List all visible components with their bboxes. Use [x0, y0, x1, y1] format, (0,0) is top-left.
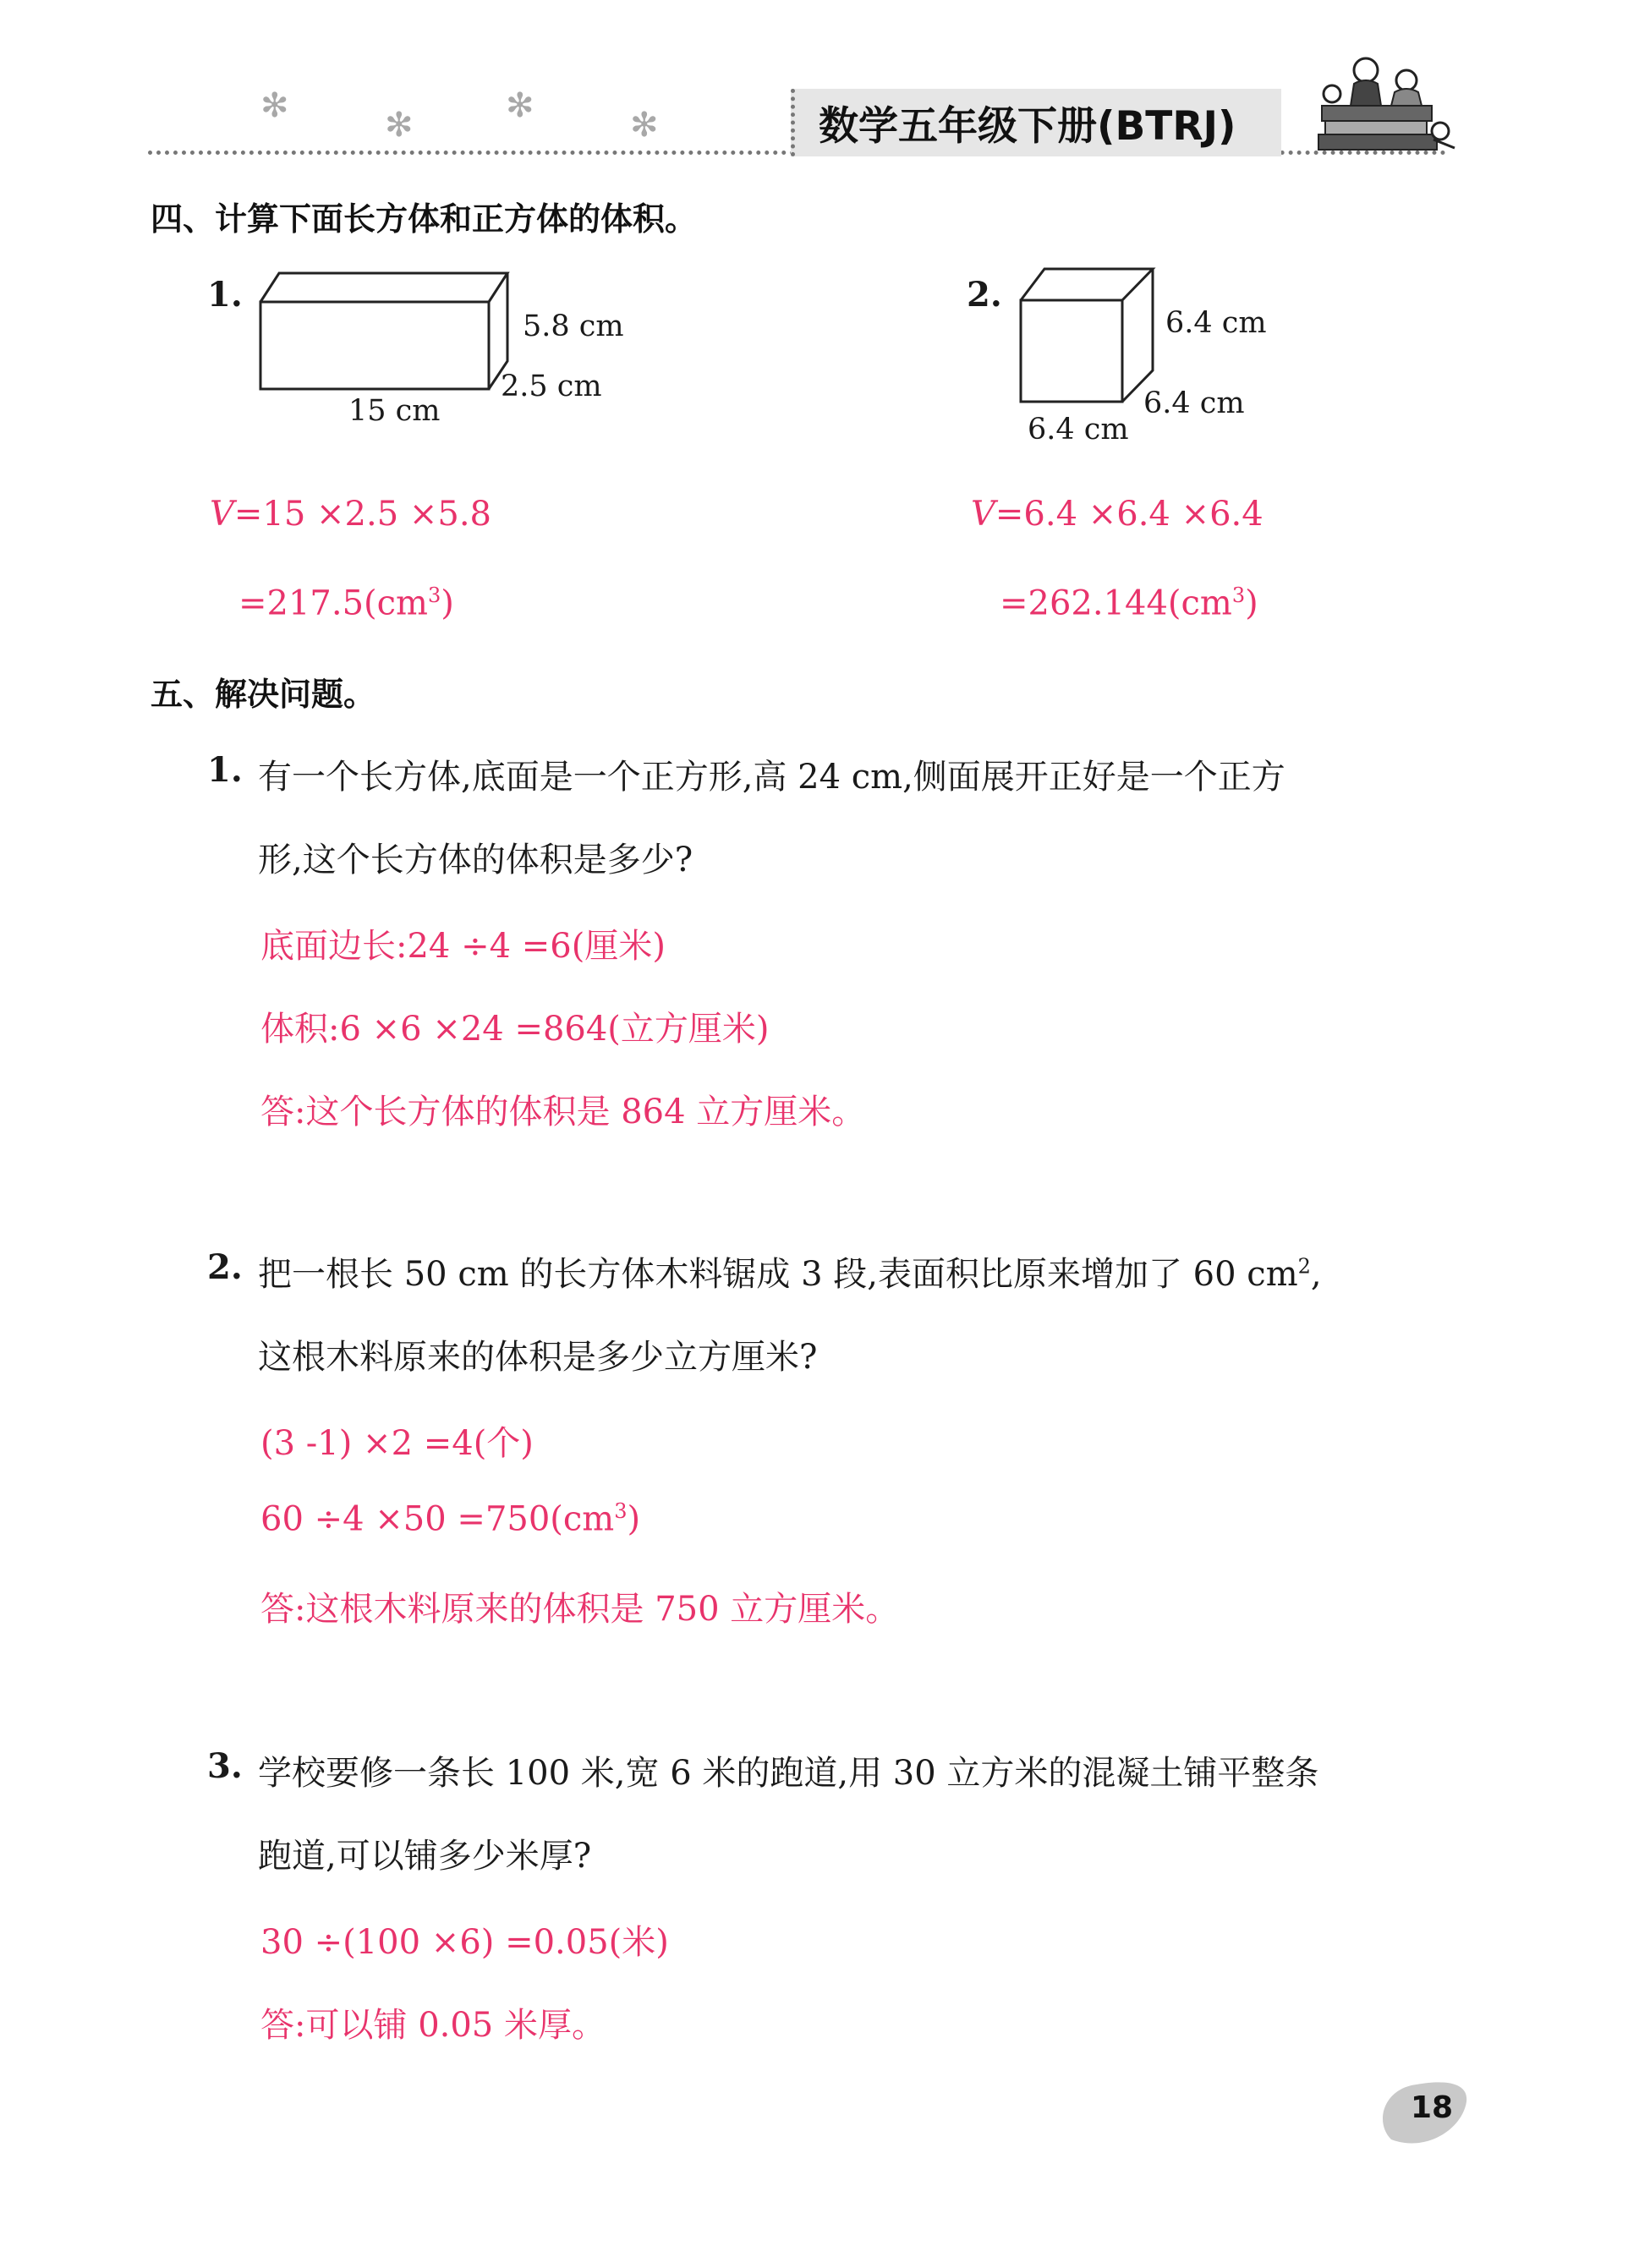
item-1-answer-line-1: V=15 ×2.5 ×5.8	[210, 495, 491, 534]
problem-3-answer-statement: 答:可以铺 0.05 米厚。	[260, 2006, 606, 2045]
item-2-answer-line-2: $=262.144(cm^3)$	[1000, 583, 1258, 623]
problem-1-number: 1.	[207, 750, 243, 790]
problem-2-answer-statement: 答:这根木料原来的体积是 750 立方厘米。	[260, 1590, 900, 1629]
problem-2-number: 2.	[207, 1247, 243, 1287]
problem-2-text-line-1: 把一根长 50 cm 的长方体木料锯成 3 段,表面积比原来增加了 60 $cm^2$,	[258, 1254, 1322, 1294]
cube-figure	[1011, 262, 1163, 414]
snowflake-icon: ✻	[630, 106, 659, 145]
cube-height-label: 6.4 cm	[1165, 306, 1267, 340]
problem-3-number: 3.	[207, 1746, 243, 1786]
cuboid-figure	[254, 266, 524, 402]
item-2-answer-line-1: V=6.4 ×6.4 ×6.4	[971, 495, 1263, 534]
snowflake-icon: ✻	[385, 106, 414, 145]
page-number: 18	[1411, 2090, 1454, 2125]
item-1-answer-line-2: $=217.5(cm^3)$	[238, 583, 454, 623]
cuboid-length-label: 15 cm	[348, 394, 441, 428]
item-2-number: 2.	[967, 275, 1002, 315]
header-title: 数学五年级下册(BTRJ)	[791, 89, 1281, 156]
problem-3-answer-line: 30 ÷(100 ×6) =0.05(米)	[260, 1923, 669, 1962]
cuboid-height-label: 5.8 cm	[523, 310, 624, 343]
problem-1-answer-statement: 答:这个长方体的体积是 864 立方厘米。	[260, 1093, 866, 1131]
cube-width-label: 6.4 cm	[1143, 386, 1245, 420]
problem-3-text-line-1: 学校要修一条长 100 米,宽 6 米的跑道,用 30 立方米的混凝土铺平整条	[258, 1754, 1319, 1793]
reading-children-icon	[1307, 47, 1459, 156]
problem-1-text-line-2: 形,这个长方体的体积是多少?	[258, 841, 693, 879]
problem-1-text-line-1: 有一个长方体,底面是一个正方形,高 24 cm,侧面展开正好是一个正方	[258, 758, 1285, 797]
cube-length-label: 6.4 cm	[1028, 413, 1129, 446]
problem-2-text-line-2: 这根木料原来的体积是多少立方厘米?	[258, 1338, 818, 1377]
item-1-number: 1.	[207, 275, 243, 315]
problem-3-text-line-2: 跑道,可以铺多少米厚?	[258, 1837, 592, 1876]
snowflake-icon: ✻	[506, 86, 534, 125]
problem-1-answer-line: 底面边长:24 ÷4 =6(厘米)	[260, 927, 666, 966]
snowflake-icon: ✻	[260, 86, 289, 125]
section-5-title: 五、解决问题。	[151, 676, 376, 713]
section-4-title: 四、计算下面长方体和正方体的体积。	[151, 200, 698, 238]
problem-2-answer-line: (3 -1) ×2 =4(个)	[260, 1424, 534, 1463]
cuboid-width-label: 2.5 cm	[501, 370, 602, 403]
problem-2-answer-line: $60 \div 4 \times 50 =750(cm^3)$	[260, 1499, 641, 1539]
problem-1-answer-line: 体积:6 ×6 ×24 =864(立方厘米)	[260, 1010, 770, 1049]
